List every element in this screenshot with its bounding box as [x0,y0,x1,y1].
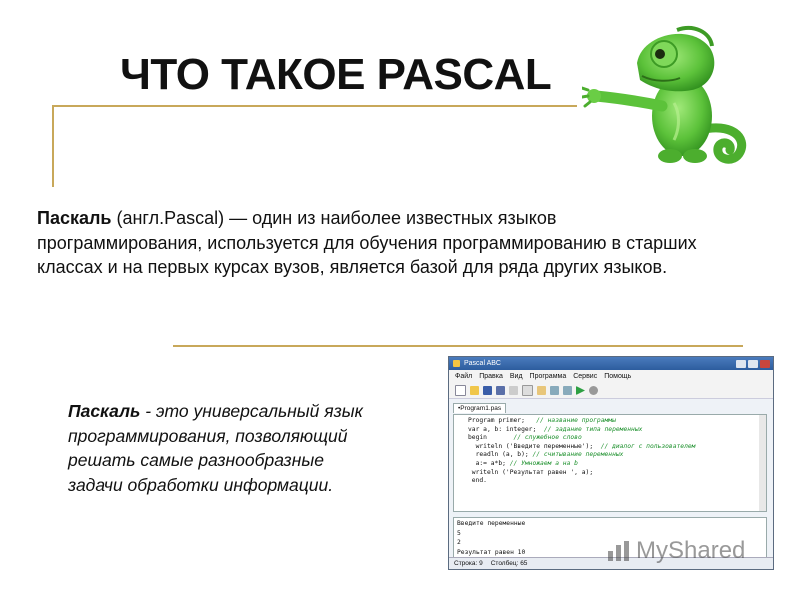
new-file-icon[interactable] [455,385,466,396]
term-pascal: Паскаль [37,208,112,228]
status-column: Столбец: 65 [490,560,528,567]
window-controls [736,360,773,368]
myshared-watermark [606,537,745,565]
window-title: Pascal ABC [464,360,501,367]
tab-program1[interactable]: •Program1.pas [453,403,506,413]
toolbar [449,383,773,399]
minimize-icon[interactable] [736,360,746,368]
save-all-icon[interactable] [496,386,505,395]
section-rule [173,345,743,347]
output-line: 5 [457,529,461,537]
save-icon[interactable] [483,386,492,395]
code-line: writeln ('Результат равен ', a); [468,468,594,476]
watermark-text: MyShared [636,537,746,564]
code-line: end. [468,477,487,485]
code-line: Program primer; // название программы [468,417,616,424]
chameleon-icon [582,18,757,168]
menu-service[interactable]: Сервис [573,373,598,380]
code-line: var a, b: integer; // задание типа переменных [468,425,643,433]
code-line: a:= a*b; // Умножаем a на b [468,459,578,467]
menu-bar [449,370,773,383]
slide-title: ЧТО ТАКОЕ PASCAL [120,50,552,99]
menu-edit[interactable]: Правка [479,373,503,380]
definition-text: (англ.Pascal) — один из наиболее известных языков программирования, используется для обучения программированию в старших классах и на первых курсах вузов, является базой для ряда других языков. [37,208,697,277]
definition-paragraph [37,206,697,280]
summary-paragraph [68,399,378,497]
cut-icon[interactable] [509,386,518,395]
editor-scrollbar[interactable] [759,415,766,511]
open-folder-icon[interactable] [470,386,479,395]
output-line: 2 [457,539,461,546]
stop-icon[interactable] [589,386,598,395]
status-line: Строка: 9 [454,560,483,567]
menu-program[interactable]: Программа [529,373,567,380]
term-pascal-2: Паскаль [68,401,141,421]
run-icon[interactable] [576,386,585,395]
output-line: Результат равен 10 [457,548,526,556]
code-line: begin // служебное слово [468,434,582,442]
tab-bar [449,399,773,413]
maximize-icon[interactable] [748,360,758,368]
title-rule-horizontal [52,105,577,107]
summary-text: - это универсальный язык программирования, позволяющий решать самые разнообразные задачи обработки информации. [68,401,363,495]
code-editor[interactable] [453,414,767,512]
code-line: writeln ('Введите переменные'); // диалог с пользователем [468,442,696,450]
undo-icon[interactable] [550,386,559,395]
chart-bars-icon [606,539,632,563]
paste-icon[interactable] [537,386,546,395]
app-icon [453,360,460,367]
menu-help[interactable]: Помощь [604,373,632,380]
redo-icon[interactable] [563,386,572,395]
output-line: Введите переменные [457,520,526,527]
title-rule-vertical [52,105,54,187]
menu-view[interactable]: Вид [509,373,523,380]
menu-file[interactable]: Файл [455,373,473,380]
window-titlebar [449,357,773,370]
close-icon[interactable] [760,360,770,368]
copy-icon[interactable] [522,385,533,396]
code-line: readln (a, b); // считывание переменных [468,451,624,459]
